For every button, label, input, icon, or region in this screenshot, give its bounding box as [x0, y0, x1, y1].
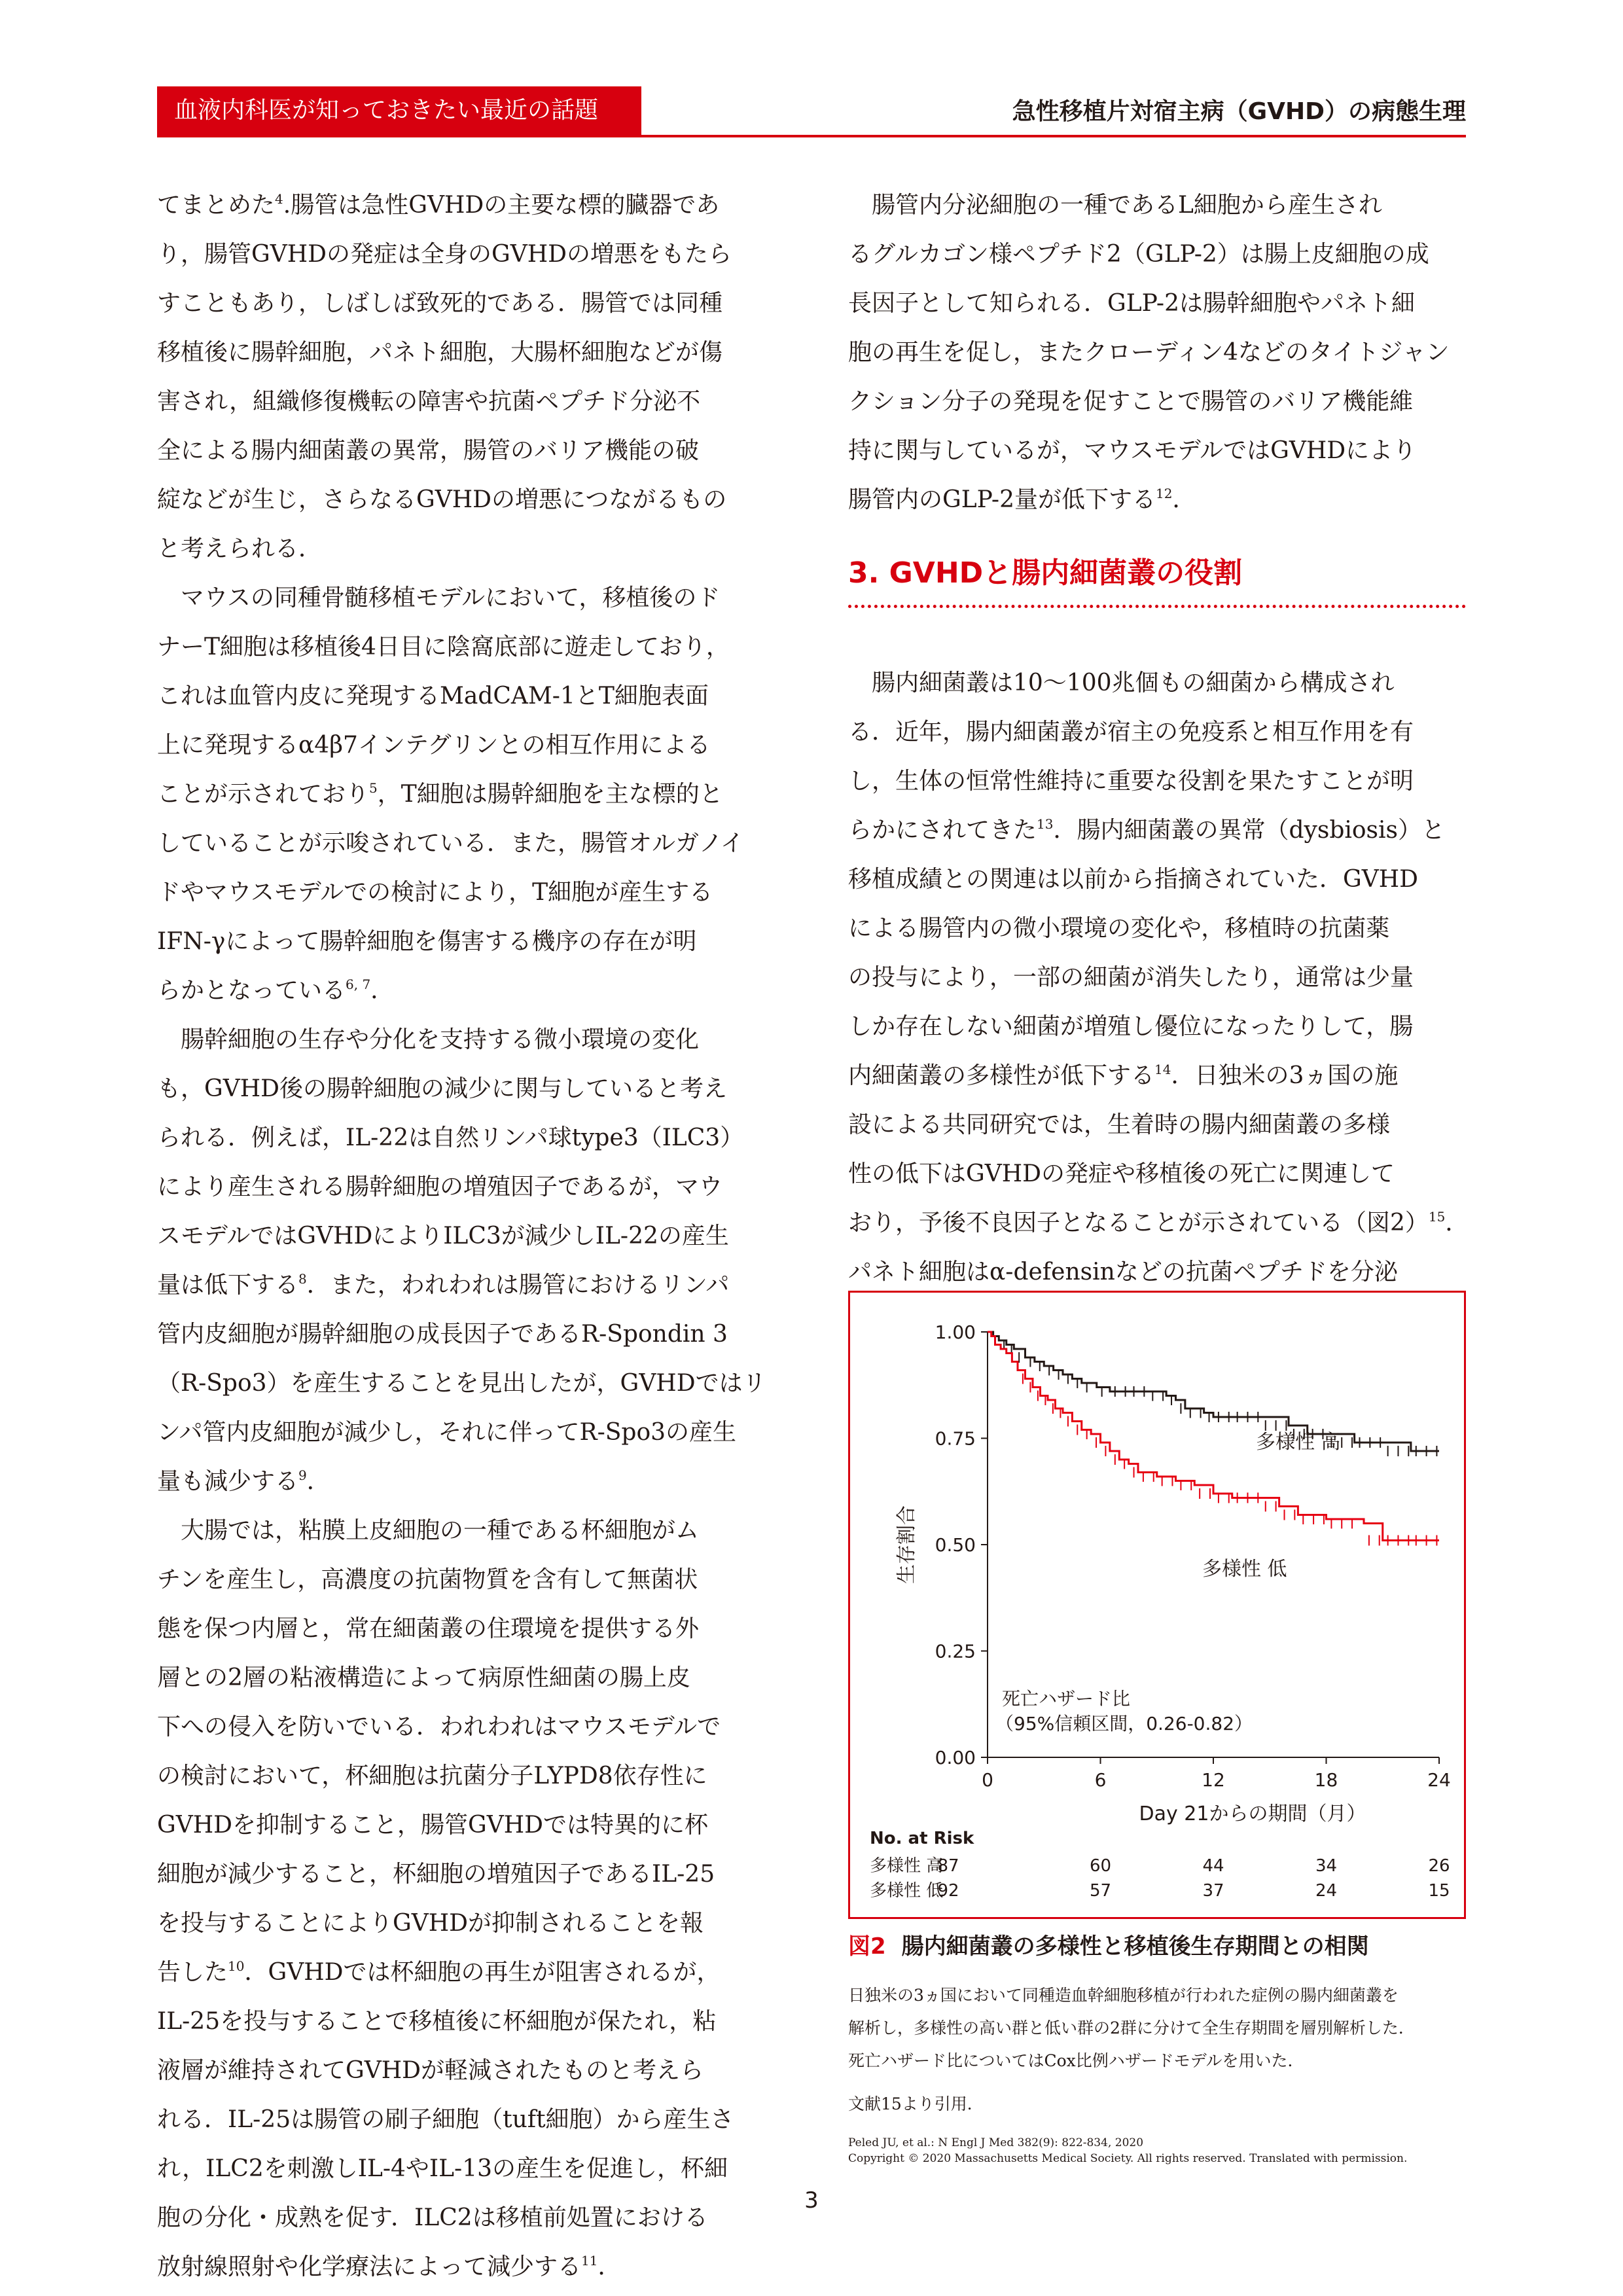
text-line: [157, 524, 785, 573]
reference-superscript: 9: [298, 1467, 307, 1483]
reference-superscript: 14: [1154, 1062, 1171, 1077]
text-run: しか存在しない細菌が増殖し優位になったりして，腸: [848, 1013, 1414, 1040]
text-line: [157, 2144, 785, 2193]
text-run: り，腸管GVHDの発症は全身のGVHDの増悪をもたら: [157, 241, 732, 268]
reference-superscript: 6, 7: [346, 977, 371, 992]
figure-copyright: Copyright © 2020 Massachusetts Medical Society. All rights reserved. Translated with permission.: [848, 2152, 1408, 2165]
text-run: ．日独米の3ヵ国の施: [1171, 1062, 1399, 1089]
text-line: [157, 770, 785, 819]
text-line: [848, 328, 1466, 377]
text-run: られる．例えば，IL-22は自然リンパ球type3（ILC3）: [157, 1124, 744, 1151]
text-run: らかにされてきた: [848, 817, 1037, 844]
text-line: [157, 1261, 785, 1310]
text-run: の投与により，一部の細菌が消失したり，通常は少量: [848, 964, 1414, 991]
at-risk-count: 60: [1089, 1856, 1112, 1876]
reference-superscript: 5: [369, 780, 378, 796]
figure-frame: [848, 1291, 1466, 1919]
text-line: [848, 230, 1466, 279]
text-line: [848, 953, 1466, 1002]
text-run: おり，予後不良因子となることが示されている（図2）: [848, 1210, 1429, 1236]
x-tick-label: 12: [1202, 1769, 1225, 1791]
text-line: [157, 377, 785, 426]
series-title: 血液内科医が知っておきたい最近の話題: [157, 86, 641, 135]
text-run: 細胞が減少すること，杯細胞の増殖因子であるIL-25: [157, 1861, 715, 1888]
x-tick-label: 0: [982, 1769, 993, 1791]
text-run: （R-Spo3）を産生することを見出したが，GVHDではリ: [157, 1370, 766, 1397]
text-run: ．: [370, 977, 395, 1004]
series-label-low: 多様性 低: [1202, 1558, 1287, 1581]
x-axis-title: Day 21からの期間（月）: [1139, 1803, 1366, 1825]
text-line: [848, 1198, 1469, 1247]
text-line: [848, 279, 1466, 328]
figure-number: 図2: [848, 1933, 886, 1960]
text-line: [157, 1162, 785, 1211]
text-line: [848, 475, 1466, 524]
text-run: 胞の分化・成熟を促す．ILC2は移植前処置における: [157, 2204, 708, 2231]
text-run: ンパ管内皮細胞が減少し，それに伴ってR-Spo3の産生: [157, 1419, 737, 1446]
text-run: スモデルではGVHDによりILC3が減少しIL-22の産生: [157, 1223, 729, 1249]
text-line: [157, 1997, 785, 2046]
text-run: 態を保つ内層と，常在細菌叢の住環境を提供する外: [157, 1615, 700, 1642]
text-run: IL-25を投与することで移植後に杯細胞が保たれ，粘: [157, 2008, 717, 2035]
text-run: マウスの同種骨髄移植モデルにおいて，移植後のド: [181, 584, 721, 611]
reference-superscript: 15: [1428, 1209, 1446, 1225]
text-run: 内細菌叢の多様性が低下する: [848, 1062, 1155, 1089]
text-run: これは血管内皮に発現するMadCAM-1とT細胞表面: [157, 683, 709, 709]
figure-title: 腸内細菌叢の多様性と移植後生存期間との相関: [901, 1933, 1369, 1960]
at-risk-count: 57: [1089, 1881, 1112, 1901]
text-line: [157, 1408, 785, 1457]
at-risk-count: 87: [937, 1856, 959, 1876]
text-line: [157, 573, 785, 622]
at-risk-count: 37: [1202, 1881, 1224, 1901]
text-run: 設による共同研究では，生着時の腸内細菌叢の多様: [848, 1111, 1391, 1138]
text-line: [157, 1555, 785, 1604]
at-risk-count: 15: [1428, 1881, 1450, 1901]
text-line: [157, 819, 785, 868]
text-run: れ，ILC2を刺激しIL-4やIL-13の産生を促進し，杯細: [157, 2155, 728, 2182]
figure-description: [848, 1979, 1466, 2166]
text-run: ．: [1172, 486, 1196, 513]
text-run: 大腸では，粘膜上皮細胞の一種である杯細胞がム: [181, 1517, 700, 1544]
text-run: る．近年，腸内細菌叢が宿主の免疫系と相互作用を有: [848, 719, 1414, 745]
text-run: 量も減少する: [157, 1468, 299, 1495]
y-tick-label: 0.75: [935, 1427, 976, 1450]
text-run: てまとめた: [157, 192, 276, 219]
at-risk-count: 26: [1428, 1856, 1450, 1876]
text-run: 性の低下はGVHDの発症や移植後の死亡に関連して: [848, 1160, 1395, 1187]
text-line: [157, 2242, 785, 2291]
text-line: [848, 181, 1466, 230]
header-rule: [157, 135, 1466, 137]
text-line: [157, 279, 785, 328]
text-line: [848, 757, 1466, 806]
text-line: [157, 1948, 785, 1997]
survival-curve-low: [988, 1332, 1439, 1541]
text-run: 液層が維持されてGVHDが軽減されたものと考えら: [157, 2057, 704, 2084]
text-line: [157, 1653, 785, 1702]
text-line: [157, 230, 785, 279]
text-run: 層との2層の粘液構造によって病原性細菌の腸上皮: [157, 1664, 690, 1691]
survival-curve-high: [988, 1332, 1439, 1451]
hazard-ratio-label: 死亡ハザード比: [1002, 1688, 1131, 1710]
figure-description-line: 死亡ハザード比についてはCox比例ハザードモデルを用いた．: [848, 2051, 1304, 2070]
text-run: と考えられる．: [157, 535, 323, 562]
text-line: [848, 1051, 1466, 1100]
text-line: [157, 1457, 785, 1506]
text-line: [157, 181, 785, 230]
y-tick-label: 0.25: [935, 1640, 976, 1662]
text-run: 管内皮細胞が腸幹細胞の成長因子であるR-Spondin 3: [157, 1321, 728, 1348]
text-line: [157, 1850, 785, 1899]
text-line: [157, 1751, 785, 1801]
right-column-top: [848, 181, 1466, 524]
text-run: 告した: [157, 1959, 228, 1986]
reference-superscript: 13: [1037, 816, 1054, 832]
text-line: [157, 1211, 785, 1261]
text-run: し，生体の恒常性維持に重要な役割を果たすことが明: [848, 768, 1414, 795]
text-run: 胞の再生を促し，またクローディン4などのタイトジャン: [848, 339, 1450, 366]
text-line: [157, 1064, 785, 1113]
figure-description-line: 日独米の3ヵ国において同種造血幹細胞移植が行われた症例の腸内細菌叢を: [848, 1986, 1399, 2005]
text-run: 上に発現するα4β7インテグリンとの相互作用による: [157, 732, 711, 759]
text-line: [157, 2046, 785, 2095]
text-run: ．また，われわれは腸管におけるリンパ: [306, 1272, 730, 1299]
text-run: ．: [1445, 1210, 1469, 1236]
left-column: [157, 181, 785, 2291]
text-line: [157, 475, 785, 524]
text-run: 持に関与しているが，マウスモデルではGVHDにより: [848, 437, 1417, 464]
text-run: 腸幹細胞の生存や分化を支持する微小環境の変化: [181, 1026, 700, 1053]
text-run: 腸内細菌叢は10～100兆個もの細菌から構成され: [872, 670, 1395, 696]
text-run: るグルカゴン様ペプチド2（GLP-2）は腸上皮細胞の成: [848, 241, 1429, 268]
text-line: [157, 868, 785, 917]
text-run: れる．IL-25は腸管の刷子細胞（tuft細胞）から産生さ: [157, 2106, 734, 2133]
at-risk-count: 44: [1202, 1856, 1224, 1876]
text-run: 腸管内分泌細胞の一種であるL細胞から産生され: [872, 192, 1382, 219]
text-run: 腸管内のGLP-2量が低下する: [848, 486, 1156, 513]
x-tick-label: 24: [1427, 1769, 1451, 1791]
text-run: クション分子の発現を促すことで腸管のバリア機能維: [848, 388, 1414, 415]
at-risk-count: 34: [1315, 1856, 1338, 1876]
reference-superscript: 8: [298, 1271, 307, 1287]
text-run: IFN-γによって腸幹細胞を傷害する機序の存在が明: [157, 928, 697, 955]
text-line: [848, 377, 1466, 426]
text-line: [848, 904, 1466, 953]
text-run: を投与することによりGVHDが抑制されることを報: [157, 1910, 704, 1937]
text-line: [848, 1247, 1466, 1297]
text-run: ．: [597, 2253, 622, 2280]
reference-superscript: 12: [1156, 486, 1173, 501]
y-tick-label: 1.00: [935, 1321, 976, 1343]
text-line: [157, 1702, 785, 1751]
text-run: チンを産生し，高濃度の抗菌物質を含有して無菌状: [157, 1566, 698, 1593]
text-line: [848, 426, 1466, 475]
series-label-high: 多様性 高: [1256, 1431, 1341, 1454]
text-run: ．GVHDでは杯細胞の再生が阻害されるが，: [244, 1959, 721, 1986]
at-risk-row-label: 多様性 高: [870, 1856, 944, 1876]
reference-superscript: 10: [228, 1958, 245, 1974]
text-run: 害され，組織修復機転の障害や抗菌ペプチド分泌不: [157, 388, 701, 415]
text-run: ．腸内細菌叢の異常（dysbiosis）と: [1053, 817, 1446, 844]
y-tick-label: 0.50: [935, 1534, 976, 1556]
figure-reference: Peled JU, et al.: N Engl J Med 382(9): 822-834, 2020: [848, 2136, 1144, 2149]
text-line: [848, 1100, 1466, 1149]
text-line: [848, 806, 1466, 855]
text-line: [157, 426, 785, 475]
text-line: [848, 1002, 1466, 1051]
text-run: 下への侵入を防いでいる．われわれはマウスモデルで: [157, 1713, 721, 1740]
text-run: 放射線照射や化学療法によって減少する: [157, 2253, 582, 2280]
text-run: パネト細胞はα-defensinなどの抗菌ペプチドを分泌: [848, 1259, 1398, 1285]
text-run: GVHDを抑制すること，腸管GVHDでは特異的に杯: [157, 1812, 709, 1839]
text-run: 移植成績との関連は以前から指摘されていた．GVHD: [848, 866, 1419, 893]
text-line: [157, 966, 785, 1015]
at-risk-count: 24: [1315, 1881, 1338, 1901]
text-run: すこともあり，しばしば致死的である．腸管では同種: [157, 290, 723, 317]
text-run: していることが示唆されている．また，腸管オルガノイ: [157, 830, 744, 857]
text-run: 移植後に腸幹細胞，パネト細胞，大腸杯細胞などが傷: [157, 339, 723, 366]
section-dotted-rule: [848, 605, 1466, 608]
text-run: ．: [306, 1468, 330, 1495]
text-run: 長因子として知られる．GLP-2は腸幹細胞やパネト細: [848, 290, 1415, 317]
text-run: 全による腸内細菌叢の異常，腸管のバリア機能の破: [157, 437, 700, 464]
x-tick-label: 18: [1314, 1769, 1338, 1791]
text-line: [157, 622, 785, 672]
text-line: [848, 708, 1466, 757]
text-run: らかとなっている: [157, 977, 346, 1004]
text-run: 綻などが生じ，さらなるGVHDの増悪につながるもの: [157, 486, 727, 513]
survival-chart: [850, 1293, 1464, 1917]
page-number: 3: [804, 2187, 819, 2214]
text-line: [157, 2095, 785, 2144]
reference-superscript: 11: [581, 2253, 598, 2269]
y-tick-label: 0.00: [935, 1747, 976, 1768]
text-run: による腸管内の微小環境の変化や，移植時の抗菌薬: [848, 915, 1390, 942]
figure-description-line: 解析し，多様性の高い群と低い群の2群に分けて全生存期間を層別解析した．: [848, 2018, 1415, 2037]
text-line: [157, 1801, 785, 1850]
reference-superscript: 4: [275, 191, 283, 207]
text-run: の検討において，杯細胞は抗菌分子LYPD8依存性に: [157, 1763, 707, 1789]
section-heading: 3. GVHDと腸内細菌叢の役割: [848, 556, 1243, 590]
text-line: [157, 1604, 785, 1653]
text-line: [157, 328, 785, 377]
text-line: [157, 1506, 785, 1555]
at-risk-heading: No. at Risk: [870, 1829, 974, 1848]
text-run: も，GVHD後の腸幹細胞の減少に関与していると考え: [157, 1075, 728, 1102]
figure-source-note: 文献15より引用．: [848, 2094, 984, 2113]
text-line: [157, 721, 785, 770]
text-run: により産生される腸幹細胞の増殖因子であるが，マウ: [157, 1174, 723, 1200]
text-line: [157, 1310, 785, 1359]
text-run: ドやマウスモデルでの検討により，T細胞が産生する: [157, 879, 713, 906]
text-line: [848, 658, 1466, 708]
text-line: [157, 1113, 785, 1162]
figure-caption: [848, 1927, 1466, 1966]
at-risk-row-label: 多様性 低: [870, 1881, 944, 1901]
article-title: 急性移植片対宿主病（GVHD）の病態生理: [1012, 98, 1466, 125]
text-line: [157, 1015, 785, 1064]
text-line: [848, 1149, 1466, 1198]
right-column-bottom: [848, 658, 1469, 1297]
text-run: ナーT細胞は移植後4日目に陰窩底部に遊走しており，: [157, 634, 730, 660]
text-line: [157, 1359, 785, 1408]
text-line: [848, 855, 1466, 904]
y-axis-title: 生存割合: [895, 1505, 918, 1584]
text-run: 量は低下する: [157, 1272, 299, 1299]
hazard-ratio-ci: （95%信頼区間，0.26-0.82）: [995, 1713, 1253, 1734]
text-line: [157, 917, 785, 966]
text-run: ことが示されており: [157, 781, 370, 808]
text-line: [157, 1899, 785, 1948]
at-risk-count: 92: [937, 1881, 959, 1901]
x-tick-label: 6: [1094, 1769, 1107, 1791]
text-line: [157, 672, 785, 721]
text-run: .腸管は急性GVHDの主要な標的臓器であ: [283, 192, 720, 219]
text-run: ，T細胞は腸幹細胞を主な標的と: [377, 781, 723, 808]
